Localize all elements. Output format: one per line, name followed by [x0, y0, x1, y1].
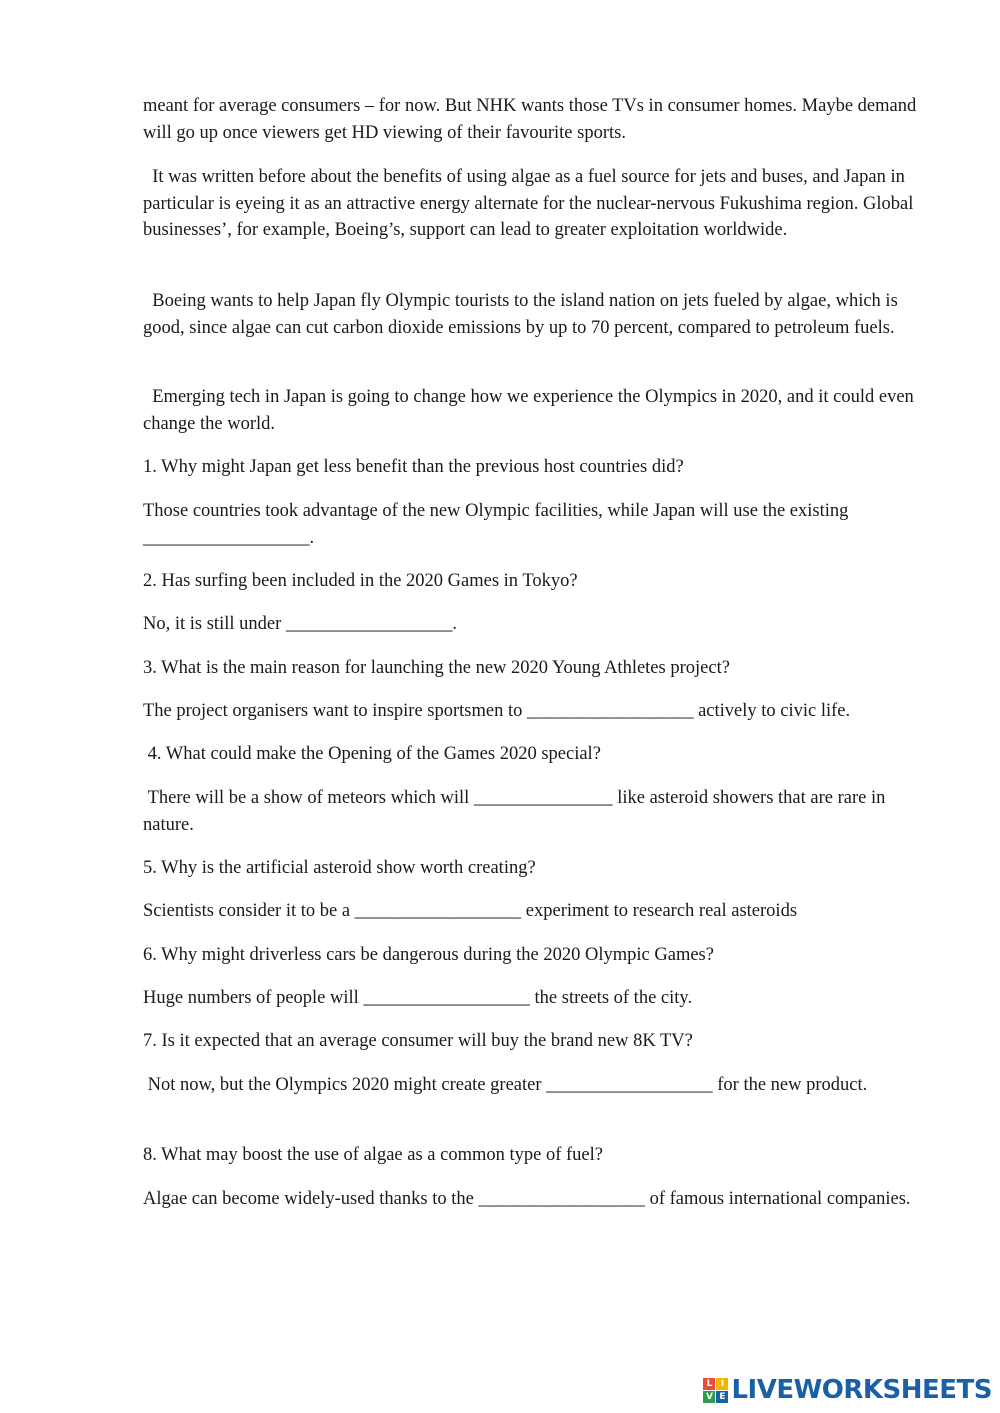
question-3: 3. What is the main reason for launching the new 2020 Young Athletes project?	[143, 658, 730, 678]
question-4: 4. What could make the Opening of the Games 2020 special?	[143, 744, 601, 764]
answer-1: Those countries took advantage of the new Olympic facilities, while Japan will use the existing __________________.	[143, 501, 849, 548]
question-1: 1. Why might Japan get less benefit than the previous host countries did?	[143, 457, 684, 477]
answer-4: There will be a show of meteors which will _______________ like asteroid showers that are rare in nature.	[143, 788, 886, 835]
answer-2: No, it is still under __________________.	[143, 614, 457, 634]
answer-5: Scientists consider it to be a __________________ experiment to research real asteroids	[143, 901, 798, 921]
answer-3: The project organisers want to inspire sportsmen to __________________ actively to civic life.	[143, 701, 851, 721]
liveworksheets-logo	[703, 1373, 992, 1407]
paragraph-2: It was written before about the benefits of using algae as a fuel source for jets and buses, and Japan in particular is eyeing it as an attractive energy alternate for the nuclear-nervous Fukushima region. Global businesses’, for example, Boeing’s, support can lead to greater exploitation worldwide.	[143, 167, 914, 240]
paragraph-1: meant for average consumers – for now. But NHK wants those TVs in consumer homes. Maybe demand will go up once viewers get HD viewing of their favourite sports.	[143, 96, 917, 143]
paragraph-4: Emerging tech in Japan is going to change how we experience the Olympics in 2020, and it could even change the world.	[143, 387, 914, 434]
answer-7: Not now, but the Olympics 2020 might create greater __________________ for the new product.	[143, 1075, 868, 1095]
question-2: 2. Has surfing been included in the 2020 Games in Tokyo?	[143, 571, 578, 591]
logo-text: LIVEWORKSHEETS	[731, 1375, 992, 1405]
question-7: 7. Is it expected that an average consumer will buy the brand new 8K TV?	[143, 1031, 693, 1051]
question-6: 6. Why might driverless cars be dangerous during the 2020 Olympic Games?	[143, 945, 714, 965]
question-8: 8. What may boost the use of algae as a common type of fuel?	[143, 1145, 603, 1165]
question-5: 5. Why is the artificial asteroid show worth creating?	[143, 858, 536, 878]
paragraph-3: Boeing wants to help Japan fly Olympic tourists to the island nation on jets fueled by algae, which is good, since algae can cut carbon dioxide emissions by up to 70 percent, compared to petroleum fuels.	[143, 291, 898, 338]
answer-8: Algae can become widely-used thanks to the __________________ of famous international companies.	[143, 1189, 911, 1209]
logo-mark-icon: L I V E	[703, 1378, 728, 1403]
answer-6: Huge numbers of people will __________________ the streets of the city.	[143, 988, 693, 1008]
